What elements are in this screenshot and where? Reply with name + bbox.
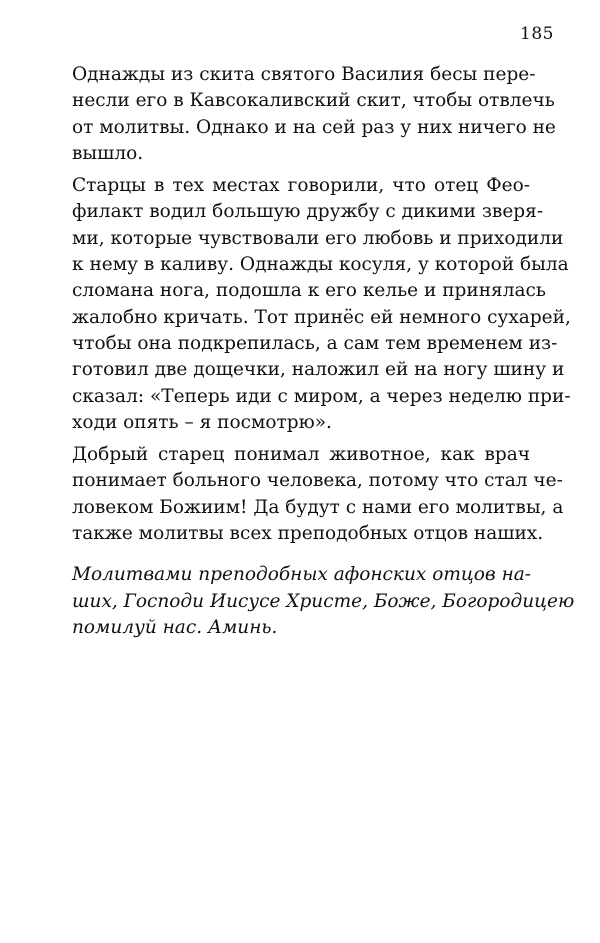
text-line: сломана нога, подошла к его келье и принялась: [72, 280, 546, 302]
text-line: Добрый старец понимал животное, как врач: [72, 444, 530, 466]
page-body: [72, 62, 571, 553]
text-line: Однажды из скита святого Василия бесы пере-: [72, 64, 536, 85]
text-line: готовил две дощечки, наложил ей на ногу шину и: [72, 359, 565, 381]
paragraph-1: [72, 62, 556, 167]
text-line: к нему в каливу. Однажды косуля, у которой была: [72, 254, 569, 276]
text-line: жалобно кричать. Тот принёс ей немного сухарей,: [72, 306, 571, 328]
text-line: также молитвы всех преподобных отцов наших.: [72, 523, 544, 545]
text-line: ми, которые чувствовали его любовь и приходили: [72, 227, 564, 249]
text-line: вышло.: [72, 142, 144, 164]
text-line: сказал: «Теперь иди с миром, а через неделю при-: [72, 385, 571, 407]
text-line: ловеком Божиим! Да будут с нами его молитвы, а: [72, 496, 564, 518]
prayer-line: ших, Господи Иисусе Христе, Боже, Богородицею: [72, 590, 575, 612]
prayer-line: помилуй нас. Аминь.: [72, 617, 278, 638]
text-line: филакт водил большую дружбу с дикими зверя-: [72, 201, 544, 223]
text-line: Старцы в тех местах говорили, что отец Фео-: [72, 175, 530, 197]
text-line: чтобы она подкрепилась, а сам тем временем из-: [72, 332, 558, 354]
page-number: 185: [520, 24, 554, 44]
paragraph-2: [72, 173, 571, 436]
text-line: от молитвы. Однако и на сей раз у них ничего не: [72, 116, 556, 138]
closing-prayer: [72, 562, 575, 642]
text-line: ходи опять – я посмотрю».: [72, 411, 332, 433]
text-line: понимает больного человека, потому что стал че-: [72, 470, 563, 492]
prayer-line: Молитвами преподобных афонских отцов на-: [72, 564, 532, 585]
paragraph-3: [72, 442, 564, 547]
text-line: несли его в Кавсокаливский скит, чтобы отвлечь: [72, 90, 555, 112]
